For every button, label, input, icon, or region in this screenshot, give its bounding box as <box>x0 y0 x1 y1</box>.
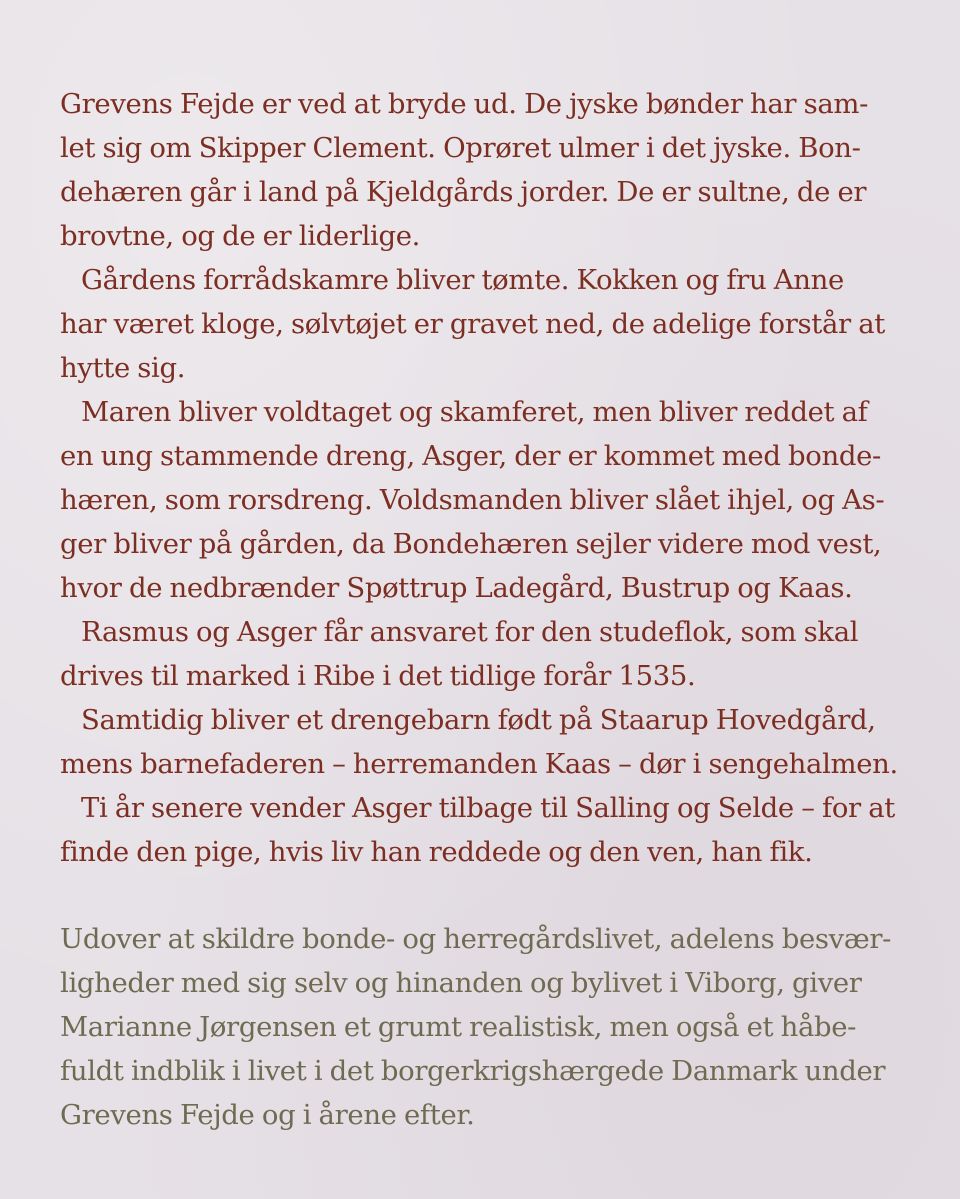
synopsis-line: let sig om Skipper Clement. Oprøret ulmer i det jyske. Bon- <box>60 132 861 164</box>
synopsis-line: brovtne, og de er liderlige. <box>60 220 421 252</box>
review-line: Marianne Jørgensen et grumt realistisk, men også et håbe- <box>60 1011 857 1043</box>
synopsis-line: ger bliver på gården, da Bondehæren sejler videre mod vest, <box>60 528 882 560</box>
review-paragraph <box>60 917 910 1137</box>
synopsis-line: Rasmus og Asger får ansvaret for den studeflok, som skal <box>81 616 859 648</box>
synopsis-line: Gårdens forrådskamre bliver tømte. Kokken og fru Anne <box>81 264 844 296</box>
synopsis-paragraph <box>60 82 910 874</box>
synopsis-line: mens barnefaderen – herremanden Kaas – dør i sengehalmen. <box>60 748 898 780</box>
synopsis-line: hytte sig. <box>60 352 186 384</box>
synopsis-line: en ung stammende dreng, Asger, der er kommet med bonde- <box>60 440 881 472</box>
review-line: Grevens Fejde og i årene efter. <box>60 1099 475 1131</box>
cover-text-area <box>60 82 910 1137</box>
review-line: Udover at skildre bonde- og herregårdslivet, adelens besvær- <box>60 923 892 955</box>
synopsis-line: finde den pige, hvis liv han reddede og den ven, han fik. <box>60 836 813 868</box>
synopsis-line: har været kloge, sølvtøjet er gravet ned, de adelige forstår at <box>60 308 885 340</box>
synopsis-line: Maren bliver voldtaget og skamferet, men bliver reddet af <box>81 396 868 428</box>
review-line: ligheder med sig selv og hinanden og bylivet i Viborg, giver <box>60 967 862 999</box>
synopsis-line: drives til marked i Ribe i det tidlige forår 1535. <box>60 660 696 692</box>
synopsis-line: dehæren går i land på Kjeldgårds jorder. De er sultne, de er <box>60 176 867 208</box>
synopsis-line: hæren, som rorsdreng. Voldsmanden bliver slået ihjel, og As- <box>60 484 885 516</box>
synopsis-line: Ti år senere vender Asger tilbage til Salling og Selde – for at <box>81 792 895 824</box>
synopsis-line: Samtidig bliver et drengebarn født på Staarup Hovedgård, <box>81 704 876 736</box>
synopsis-line: Grevens Fejde er ved at bryde ud. De jyske bønder har sam- <box>60 88 869 120</box>
synopsis-line: hvor de nedbrænder Spøttrup Ladegård, Bustrup og Kaas. <box>60 572 853 604</box>
review-line: fuldt indblik i livet i det borgerkrigshærgede Danmark under <box>60 1055 886 1087</box>
